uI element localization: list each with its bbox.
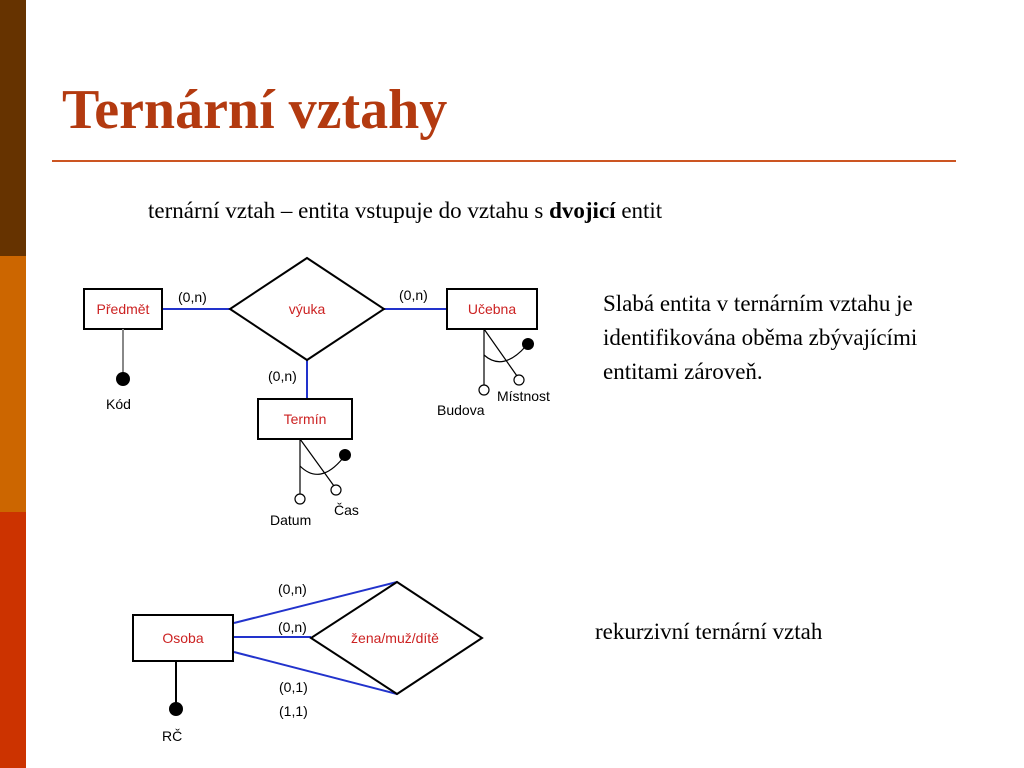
recursive-note: rekurzivní ternární vztah — [595, 619, 823, 644]
subtitle-text: ternární vztah – entita vstupuje do vztahu s — [148, 198, 550, 223]
attribute-line-cas — [300, 439, 334, 486]
attribute-dot-cas — [331, 485, 341, 495]
entity-label-predmet: Předmět — [96, 301, 150, 317]
identifier-dot-termin — [339, 449, 351, 461]
attribute-label-kod: Kód — [106, 396, 131, 412]
attribute-dot-budova — [479, 385, 489, 395]
subtitle-bold: dvojicí — [549, 198, 616, 223]
relationship-label-zena-muz-dite: žena/muž/dítě — [351, 630, 439, 646]
key-attribute-dot-kod — [116, 372, 130, 386]
identifier-dot-ucebna — [522, 338, 534, 350]
cardinality-predmet: (0,n) — [178, 289, 207, 305]
cardinality-termin: (0,n) — [268, 368, 297, 384]
cardinality-bottom-1: (0,1) — [279, 679, 308, 695]
entity-label-ucebna: Učebna — [467, 301, 517, 317]
cardinality-middle: (0,n) — [278, 619, 307, 635]
attribute-line-mistnost — [484, 329, 517, 376]
attribute-dot-mistnost — [514, 375, 524, 385]
attribute-label-cas: Čas — [334, 502, 359, 518]
cardinality-ucebna: (0,n) — [399, 287, 428, 303]
relationship-label-vyuka: výuka — [288, 301, 326, 317]
entity-label-osoba: Osoba — [162, 630, 204, 646]
key-attribute-dot-rc — [169, 702, 183, 716]
subtitle-end: entit — [615, 198, 663, 223]
identifier-arc-termin — [300, 458, 343, 474]
attribute-label-mistnost: Místnost — [497, 388, 550, 404]
er-diagram-rekurzivni — [133, 581, 482, 744]
attribute-dot-datum — [295, 494, 305, 504]
weak-entity-note: Slabá entita v ternárním vztahu je identifikována oběma zbývajícími entitami zároveň. — [603, 291, 918, 384]
attribute-label-datum: Datum — [270, 512, 312, 528]
cardinality-bottom-2: (1,1) — [279, 703, 308, 719]
attribute-label-rc: RČ — [162, 728, 183, 744]
cardinality-top: (0,n) — [278, 581, 307, 597]
entity-label-termin: Termín — [283, 411, 327, 427]
attribute-label-budova: Budova — [437, 402, 485, 418]
er-diagram-vyuka — [84, 258, 550, 528]
slide-title: Ternární vztahy — [62, 79, 448, 141]
